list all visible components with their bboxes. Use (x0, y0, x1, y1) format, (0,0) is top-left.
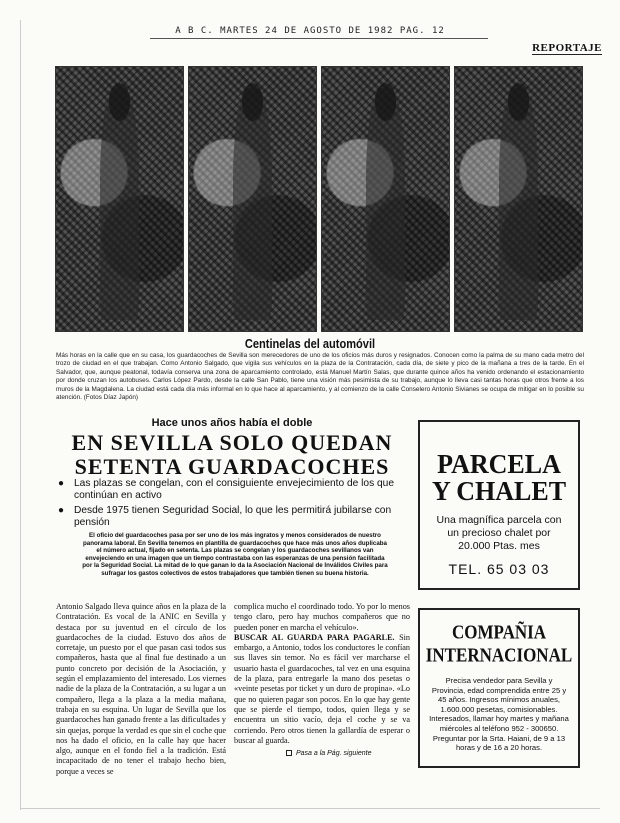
article-bullets (58, 478, 402, 532)
page-edge-left (20, 20, 21, 810)
ad-compania-title-line-1: COMPAÑIA (451, 621, 547, 643)
article-column-1: Antonio Salgado lleva quince años en la plaza de la Contratación. Es vocal de la ANIC en Sevilla y destaca por su juventud en el círculo de los guardacoches de la ciudad. Estuvo dos años de corretaje, un puesto por el que pasan casi todos sus compañeros, hasta que al final fue destinado a un punto concreto por decisión de la Asociación, y según el emplazamiento del interesado. Los viernes nadie de la plaza de la Contratación, a su lugar a un compañero, llega a la plaza a la media mañana, trabaja en su esquina. Un lugar de Sevilla que los guardacoches han ganado frente a las dificultades y sin quejas, porque la verdad es que sin el coche que nos ha dado el oficio, en la calle hay que hacer algo, aunque en el fondo fiel a la tradición. Está incapacitado de no tener el trabajo hecho bien, porque a veces se (56, 602, 226, 776)
ad-compania-title (420, 621, 578, 667)
headline-line-1: EN SEVILLA SOLO QUEDAN (71, 430, 393, 455)
ad-parcela-chalet (418, 420, 580, 590)
column-2-top: complica mucho el coordinado todo. Yo por lo menos tengo claro, pero hay muchos compañeros que no pueden poner en marcha el vehículo». (234, 602, 410, 632)
ad-compania-body: Precisa vendedor para Sevilla y Provincia, edad comprendida entre 25 y 45 años. Ingresos mínimos anuales, 1.600.000 pesetas, comisionables. Interesados, llamar hoy martes y mañana miércoles al teléfono 952 - 300650. Preguntar por la Srta. Haiani, de 9 a 13 horas y de 16 a 20 horas. (429, 676, 569, 753)
bullet-item: ● Desde 1975 tienen Seguridad Social, lo que les permitirá jubilarse con pensión (58, 505, 402, 529)
ad-parcela-body: Una magnífica parcela con un precioso chalet por 20.000 Ptas. mes (436, 514, 562, 552)
ad-parcela-phone: TEL. 65 03 03 (448, 561, 550, 577)
ad-compania-internacional (418, 608, 580, 768)
article-kicker: Hace unos años había el doble (151, 417, 313, 429)
photo-caption-title: Centinelas del automóvil (244, 336, 376, 351)
photo-guardacoches-1 (55, 66, 184, 332)
photo-guardacoches-3 (321, 66, 450, 332)
photo-guardacoches-4 (454, 66, 583, 332)
section-label: REPORTAJE (532, 42, 602, 54)
square-icon (286, 750, 292, 756)
headline-line-2: SETENTA GUARDACOCHES (74, 454, 390, 479)
ad-compania-title-line-2: INTERNACIONAL (425, 644, 573, 666)
photo-guardacoches-2 (188, 66, 317, 332)
column-2-body: Sin embargo, a Antonio, todos los conductores le confían sus llaves sin temor. No es fácil ver marcharse el usuario hasta el guardacoches, tal vez en una esquina de la plaza, para entregarle la mano dos pesetas o «veinte pesetas por ticket y un duro de propina». «Lo que no quieren pagar son pocos. En lo que hay gente que se pierde el tiempo, todos, quien llega y se encuentra un sitio vacío, deja el coche y se va corriendo. Pero otros tienen la gallardía de esperar o buscar al guarda. (234, 632, 411, 745)
article-lead: El oficio del guardacoches pasa por ser uno de los más ingratos y menos considerados de nuestro panorama laboral. En Sevilla tenemos en plantilla de guardacoches que hace más unos años duplicaba el número actual, fijado en setenta. Las plazas se congelan y los guardacoches sevillanos van envejeciendo en una imagen que un tiempo contrastaba con las esperanzas de una pensión facilitada por la Seguridad Social. La mitad de lo que ganan lo da la Asociación Nacional de Inválidos Civiles para sufragar los gastos colectivos de estos trabajadores que también tienen su buena historia. (82, 532, 388, 577)
article-column-2 (234, 602, 410, 746)
continuation-text: Pasa a la Pág. siguiente (296, 750, 372, 757)
article-headline (56, 431, 408, 479)
ad-parcela-title-line-1: PARCELA (437, 448, 561, 480)
page-header: A B C. MARTES 24 DE AGOSTO DE 1982 PAG. 12 (175, 26, 445, 36)
column-2-subhead: BUSCAR AL GUARDA PARA PAGARLE. (234, 632, 395, 642)
ad-parcela-title (420, 448, 578, 507)
photo-strip (55, 66, 583, 332)
bullet-item: ● Las plazas se congelan, con el consiguiente envejecimiento de los que continúan en activo (58, 478, 402, 502)
continuation-note (286, 750, 372, 757)
page-edge-bottom (20, 808, 600, 809)
ad-parcela-title-line-2: Y CHALET (431, 475, 567, 507)
photo-caption-text: Más horas en la calle que en su casa, los guardacoches de Sevilla son merecedores de uno de los oficios más duros y resignados. Conocen como la palma de su mano cada metro del trozo de ciudad en el que trabajan. Como Antonio Salgado, que vigila sus vehículos en la plaza de la Contratación, cada día, de siete y pico de la mañana a tres de la tarde. En el Salvador, que, aunque peatonal, todavía conserva una zona de aparcamiento controlado, está Manuel Martín Salas, que durante quince años ha venido ordenando el estacionamiento por donde cruzan los autobuses. Carlos López Pardo, desde la calle San Pablo, tiene una visión más pesimista de su trabajo, aunque lo lleva casi tantas horas que otros frente a los muros de la Magdalena. La ciudad está cada día más informal en lo que hace al aparcamiento, y al comienzo de la calle Conselero Antonio Sivianes se ocupa de mitigar en lo posible su atención. (Fotos Díaz Japón) (56, 352, 584, 402)
header-rule (150, 38, 488, 39)
